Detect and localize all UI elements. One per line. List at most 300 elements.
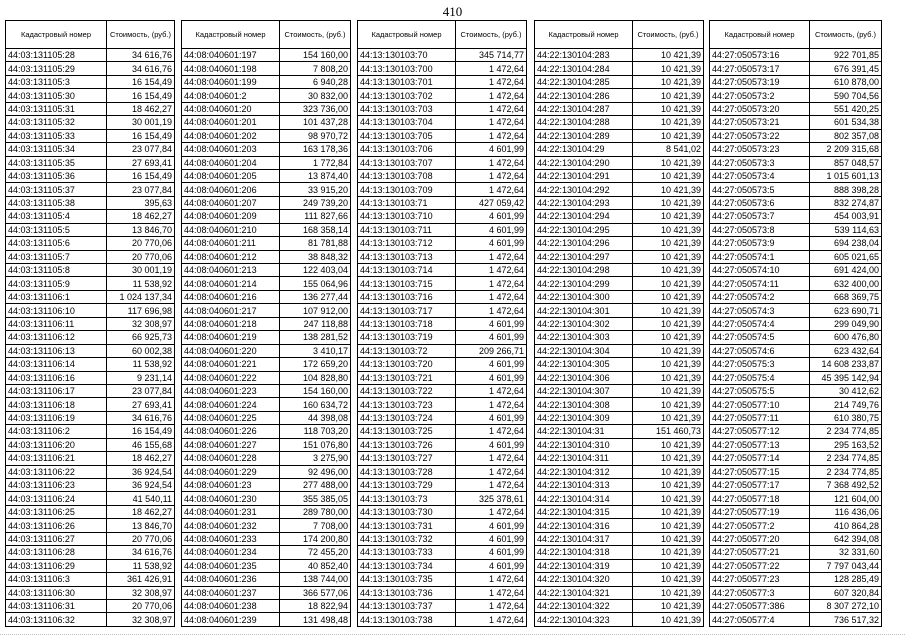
table-row [358, 398, 527, 411]
table-row [535, 277, 704, 290]
table-row [358, 613, 527, 626]
table-row [182, 599, 351, 612]
cadastral-number-cell: 44:03:131105:3 [6, 75, 107, 88]
table-row [6, 169, 175, 182]
cadastral-number-cell: 44:22:130104:297 [535, 250, 633, 263]
table-row [535, 89, 704, 102]
cadastral-number-cell: 44:08:040601:201 [182, 116, 280, 129]
cost-cell: 10 421,39 [633, 183, 704, 196]
cost-cell: 607 320,84 [810, 586, 882, 599]
cadastral-number-cell: 44:08:040601:230 [182, 492, 280, 505]
table-row [6, 371, 175, 384]
cost-cell: 10 421,39 [633, 277, 704, 290]
cost-cell: 539 114,63 [810, 223, 882, 236]
cost-cell: 4 601,99 [456, 317, 527, 330]
cadastral-number-cell: 44:22:130104:294 [535, 210, 633, 223]
cost-cell: 30 832,00 [280, 89, 351, 102]
cadastral-number-cell: 44:03:131106:1 [6, 290, 107, 303]
table-row [710, 586, 882, 599]
cost-cell: 1 472,64 [456, 62, 527, 75]
cadastral-number-cell: 44:08:040601:223 [182, 384, 280, 397]
cadastral-number-cell: 44:27:050577:22 [710, 559, 810, 572]
cadastral-number-cell: 44:08:040601:20 [182, 102, 280, 115]
cost-cell: 18 462,27 [107, 505, 175, 518]
table-row [535, 143, 704, 156]
register-table-3 [357, 20, 527, 627]
cost-cell: 7 808,20 [280, 62, 351, 75]
cost-cell: 857 048,57 [810, 156, 882, 169]
cost-cell: 72 455,20 [280, 546, 351, 559]
cost-cell: 121 604,00 [810, 492, 882, 505]
cost-cell: 1 024 137,34 [107, 290, 175, 303]
cost-cell: 10 421,39 [633, 505, 704, 518]
cost-cell: 4 601,99 [456, 143, 527, 156]
cadastral-number-cell: 44:22:130104:284 [535, 62, 633, 75]
table-row [182, 573, 351, 586]
cost-cell: 8 307 272,10 [810, 599, 882, 612]
cost-cell: 1 015 601,13 [810, 169, 882, 182]
cost-cell: 33 915,20 [280, 183, 351, 196]
cadastral-number-cell: 44:08:040601:211 [182, 237, 280, 250]
table-row [6, 331, 175, 344]
table-row [6, 290, 175, 303]
cost-cell: 18 462,27 [107, 452, 175, 465]
table-row [6, 317, 175, 330]
cadastral-number-cell: 44:13:130103:727 [358, 452, 456, 465]
cost-cell: 10 421,39 [633, 250, 704, 263]
table-row [6, 129, 175, 142]
cost-cell: 13 846,70 [107, 223, 175, 236]
table-row [710, 398, 882, 411]
table-row [358, 438, 527, 451]
cadastral-number-cell: 44:08:040601:216 [182, 290, 280, 303]
table-row [182, 129, 351, 142]
table-row [182, 317, 351, 330]
table-row [6, 196, 175, 209]
cost-cell: 40 852,40 [280, 559, 351, 572]
cadastral-number-cell: 44:08:040601:220 [182, 344, 280, 357]
cadastral-number-cell: 44:27:050573:20 [710, 102, 810, 115]
cadastral-number-header: Кадастровый номер [358, 21, 456, 49]
cost-cell: 277 488,00 [280, 479, 351, 492]
table-row [535, 371, 704, 384]
cost-cell: 4 601,99 [456, 546, 527, 559]
cadastral-number-header: Кадастровый номер [182, 21, 280, 49]
table-row [710, 304, 882, 317]
cadastral-number-cell: 44:13:130103:719 [358, 331, 456, 344]
table-row [6, 183, 175, 196]
table-row [6, 75, 175, 88]
cost-cell: 10 421,39 [633, 102, 704, 115]
cadastral-number-cell: 44:08:040601:23 [182, 479, 280, 492]
cost-cell: 101 437,28 [280, 116, 351, 129]
table-row [182, 250, 351, 263]
cadastral-number-cell: 44:22:130104:295 [535, 223, 633, 236]
table-row [535, 331, 704, 344]
table-row [710, 62, 882, 75]
cadastral-number-cell: 44:13:130103:709 [358, 183, 456, 196]
cost-cell: 136 277,44 [280, 290, 351, 303]
cost-cell: 7 708,00 [280, 519, 351, 532]
table-row [710, 519, 882, 532]
cost-cell: 410 864,28 [810, 519, 882, 532]
table-row [358, 49, 527, 62]
table-row [182, 452, 351, 465]
table-row [710, 143, 882, 156]
cadastral-number-cell: 44:22:130104:306 [535, 371, 633, 384]
cadastral-number-cell: 44:27:050577:15 [710, 465, 810, 478]
table-row [6, 505, 175, 518]
table-row [710, 358, 882, 371]
table-row [182, 183, 351, 196]
cadastral-number-cell: 44:27:050573:21 [710, 116, 810, 129]
cost-cell: 10 421,39 [633, 75, 704, 88]
table-row [6, 143, 175, 156]
cadastral-number-cell: 44:13:130103:707 [358, 156, 456, 169]
cadastral-number-cell: 44:22:130104:308 [535, 398, 633, 411]
cost-cell: 2 234 774,85 [810, 465, 882, 478]
cadastral-number-cell: 44:27:050574:6 [710, 344, 810, 357]
table-row [6, 304, 175, 317]
cadastral-number-cell: 44:27:050577:12 [710, 425, 810, 438]
cadastral-number-cell: 44:03:131106:25 [6, 505, 107, 518]
cost-cell: 107 912,00 [280, 304, 351, 317]
cost-cell: 610 878,00 [810, 75, 882, 88]
table-row [710, 331, 882, 344]
cost-cell: 10 421,39 [633, 49, 704, 62]
table-row [358, 532, 527, 545]
cadastral-number-cell: 44:13:130103:708 [358, 169, 456, 182]
cost-cell: 1 472,64 [456, 290, 527, 303]
cadastral-number-cell: 44:08:040601:205 [182, 169, 280, 182]
cost-cell: 694 238,04 [810, 237, 882, 250]
cost-cell: 1 472,64 [456, 264, 527, 277]
table-row [6, 237, 175, 250]
cadastral-number-cell: 44:08:040601:217 [182, 304, 280, 317]
cadastral-number-cell: 44:03:131106:23 [6, 479, 107, 492]
cadastral-number-cell: 44:03:131105:4 [6, 210, 107, 223]
table-row [535, 532, 704, 545]
cost-cell: 1 472,64 [456, 425, 527, 438]
cost-cell: 10 421,39 [633, 371, 704, 384]
table-row [6, 586, 175, 599]
cost-cell: 10 421,39 [633, 62, 704, 75]
table-row [710, 210, 882, 223]
cadastral-number-cell: 44:22:130104:293 [535, 196, 633, 209]
cost-cell: 160 634,72 [280, 398, 351, 411]
cost-cell: 32 308,97 [107, 317, 175, 330]
cost-cell: 10 421,39 [633, 559, 704, 572]
table-row [6, 210, 175, 223]
table-row [182, 532, 351, 545]
cost-cell: 4 601,99 [456, 559, 527, 572]
register-table-5 [709, 20, 882, 627]
cost-cell: 8 541,02 [633, 143, 704, 156]
cost-cell: 10 421,39 [633, 358, 704, 371]
table-row [535, 384, 704, 397]
cost-cell: 20 770,06 [107, 532, 175, 545]
table-row [6, 438, 175, 451]
cadastral-number-cell: 44:13:130103:712 [358, 237, 456, 250]
cadastral-number-cell: 44:03:131106:29 [6, 559, 107, 572]
cost-cell: 1 772,84 [280, 156, 351, 169]
table-row [182, 116, 351, 129]
cost-cell: 10 421,39 [633, 237, 704, 250]
cadastral-number-cell: 44:13:130103:722 [358, 384, 456, 397]
table-row [358, 89, 527, 102]
cadastral-number-cell: 44:13:130103:729 [358, 479, 456, 492]
cost-cell: 10 421,39 [633, 411, 704, 424]
cost-cell: 16 154,49 [107, 129, 175, 142]
cadastral-number-cell: 44:22:130104:314 [535, 492, 633, 505]
cadastral-number-cell: 44:27:050573:7 [710, 210, 810, 223]
cost-cell: 11 538,92 [107, 559, 175, 572]
cost-cell: 23 077,84 [107, 143, 175, 156]
cadastral-number-cell: 44:08:040601:206 [182, 183, 280, 196]
cost-cell: 92 496,00 [280, 465, 351, 478]
cadastral-number-cell: 44:27:050573:23 [710, 143, 810, 156]
table-row [535, 237, 704, 250]
cadastral-number-cell: 44:22:130104:290 [535, 156, 633, 169]
cadastral-number-cell: 44:13:130103:71 [358, 196, 456, 209]
cost-cell: 11 538,92 [107, 277, 175, 290]
cost-cell: 1 472,64 [456, 505, 527, 518]
table-row [6, 465, 175, 478]
cadastral-number-cell: 44:27:050574:10 [710, 264, 810, 277]
register-table-2 [181, 20, 351, 627]
cost-cell: 736 517,32 [810, 613, 882, 626]
cadastral-number-cell: 44:13:130103:734 [358, 559, 456, 572]
cadastral-number-cell: 44:13:130103:717 [358, 304, 456, 317]
cost-cell: 30 412,62 [810, 384, 882, 397]
table-row [182, 331, 351, 344]
header-row [358, 21, 527, 49]
table-row [358, 344, 527, 357]
cadastral-number-cell: 44:27:050575:3 [710, 358, 810, 371]
cost-cell: 98 970,72 [280, 129, 351, 142]
cadastral-number-cell: 44:08:040601:210 [182, 223, 280, 236]
table-row [358, 452, 527, 465]
table-row [6, 573, 175, 586]
cost-cell: 1 472,64 [456, 452, 527, 465]
cost-header: Стоимость, (руб.) [456, 21, 527, 49]
cadastral-number-cell: 44:08:040601:229 [182, 465, 280, 478]
cost-cell: 20 770,06 [107, 599, 175, 612]
table-row [535, 304, 704, 317]
table-row [182, 505, 351, 518]
cost-cell: 174 200,80 [280, 532, 351, 545]
cost-cell: 36 924,54 [107, 479, 175, 492]
cadastral-number-cell: 44:22:130104:289 [535, 129, 633, 142]
cadastral-number-header: Кадастровый номер [710, 21, 810, 49]
cadastral-number-cell: 44:22:130104:296 [535, 237, 633, 250]
cost-cell: 4 601,99 [456, 358, 527, 371]
table-row [6, 62, 175, 75]
cost-cell: 922 701,85 [810, 49, 882, 62]
table-row [6, 599, 175, 612]
cost-cell: 111 827,66 [280, 210, 351, 223]
cost-cell: 23 077,84 [107, 384, 175, 397]
cost-cell: 10 421,39 [633, 344, 704, 357]
cost-cell: 2 234 774,85 [810, 425, 882, 438]
cadastral-number-cell: 44:03:131106:3 [6, 573, 107, 586]
table-row [535, 169, 704, 182]
cost-cell: 151 076,80 [280, 438, 351, 451]
table-row [535, 102, 704, 115]
cost-cell: 30 001,19 [107, 264, 175, 277]
table-row [710, 384, 882, 397]
cadastral-number-cell: 44:13:130103:738 [358, 613, 456, 626]
table-row [535, 546, 704, 559]
table-row [6, 492, 175, 505]
cost-cell: 41 540,11 [107, 492, 175, 505]
cost-cell: 10 421,39 [633, 290, 704, 303]
cost-cell: 27 693,41 [107, 398, 175, 411]
table-row [182, 290, 351, 303]
cadastral-number-cell: 44:03:131105:30 [6, 89, 107, 102]
table-row [710, 183, 882, 196]
cadastral-number-cell: 44:03:131106:2 [6, 425, 107, 438]
cost-cell: 632 400,00 [810, 277, 882, 290]
cadastral-number-cell: 44:03:131106:17 [6, 384, 107, 397]
table-row [535, 452, 704, 465]
cadastral-number-cell: 44:22:130104:303 [535, 331, 633, 344]
cost-cell: 13 874,40 [280, 169, 351, 182]
table-row [182, 559, 351, 572]
cadastral-number-cell: 44:22:130104:288 [535, 116, 633, 129]
cadastral-number-cell: 44:27:050574:5 [710, 331, 810, 344]
table-row [182, 344, 351, 357]
table-row [358, 358, 527, 371]
cost-cell: 1 472,64 [456, 102, 527, 115]
cadastral-number-cell: 44:27:050577:17 [710, 479, 810, 492]
cadastral-number-cell: 44:08:040601:236 [182, 573, 280, 586]
cost-cell: 138 744,00 [280, 573, 351, 586]
table-row [182, 143, 351, 156]
cost-cell: 4 601,99 [456, 223, 527, 236]
cadastral-number-cell: 44:22:130104:310 [535, 438, 633, 451]
table-row [6, 613, 175, 626]
table-row [182, 169, 351, 182]
table-row [6, 277, 175, 290]
cost-cell: 10 421,39 [633, 546, 704, 559]
cost-cell: 1 472,64 [456, 384, 527, 397]
table-row [6, 411, 175, 424]
table-row [710, 599, 882, 612]
table-row [535, 49, 704, 62]
cost-cell: 81 781,88 [280, 237, 351, 250]
table-row [535, 573, 704, 586]
cadastral-number-cell: 44:03:131106:32 [6, 613, 107, 626]
register-table-1 [5, 20, 175, 627]
table-row [182, 304, 351, 317]
cost-cell: 163 178,36 [280, 143, 351, 156]
cadastral-number-cell: 44:27:050577:14 [710, 452, 810, 465]
header-row [182, 21, 351, 49]
table-row [182, 519, 351, 532]
cadastral-number-cell: 44:27:050577:3 [710, 586, 810, 599]
cost-cell: 36 924,54 [107, 465, 175, 478]
cadastral-number-cell: 44:22:130104:316 [535, 519, 633, 532]
cadastral-number-cell: 44:13:130103:700 [358, 62, 456, 75]
cadastral-number-cell: 44:03:131105:33 [6, 129, 107, 142]
table-row [182, 358, 351, 371]
cost-cell: 10 421,39 [633, 438, 704, 451]
table-row [182, 425, 351, 438]
header-row [535, 21, 704, 49]
cadastral-number-cell: 44:03:131105:31 [6, 102, 107, 115]
cost-cell: 4 601,99 [456, 532, 527, 545]
cost-cell: 10 421,39 [633, 210, 704, 223]
cost-cell: 605 021,65 [810, 250, 882, 263]
cost-cell: 1 472,64 [456, 304, 527, 317]
cadastral-number-cell: 44:22:130104:286 [535, 89, 633, 102]
cost-cell: 20 770,06 [107, 250, 175, 263]
cadastral-number-cell: 44:27:050575:4 [710, 371, 810, 384]
cadastral-number-cell: 44:13:130103:716 [358, 290, 456, 303]
cost-cell: 10 421,39 [633, 89, 704, 102]
cost-cell: 623 690,71 [810, 304, 882, 317]
table-row [710, 237, 882, 250]
table-row [358, 223, 527, 236]
table-row [710, 371, 882, 384]
table-row [358, 62, 527, 75]
cadastral-number-cell: 44:08:040601:235 [182, 559, 280, 572]
table-row [182, 411, 351, 424]
table-row [6, 49, 175, 62]
table-row [358, 599, 527, 612]
cost-cell: 155 064,96 [280, 277, 351, 290]
cadastral-number-cell: 44:27:050573:9 [710, 237, 810, 250]
cadastral-number-cell: 44:13:130103:706 [358, 143, 456, 156]
cadastral-number-cell: 44:03:131106:20 [6, 438, 107, 451]
cadastral-number-cell: 44:13:130103:724 [358, 411, 456, 424]
table-row [535, 250, 704, 263]
table-row [358, 143, 527, 156]
table-row [535, 479, 704, 492]
table-row [358, 183, 527, 196]
table-row [535, 411, 704, 424]
table-row [182, 196, 351, 209]
cadastral-number-cell: 44:13:130103:735 [358, 573, 456, 586]
cost-cell: 1 472,64 [456, 586, 527, 599]
cost-cell: 122 403,04 [280, 264, 351, 277]
cost-cell: 10 421,39 [633, 492, 704, 505]
table-row [182, 586, 351, 599]
table-row [535, 613, 704, 626]
cadastral-number-cell: 44:03:131106:28 [6, 546, 107, 559]
cost-cell: 1 472,64 [456, 183, 527, 196]
cadastral-number-cell: 44:22:130104:312 [535, 465, 633, 478]
table-row [6, 452, 175, 465]
cost-cell: 802 357,08 [810, 129, 882, 142]
table-row [535, 438, 704, 451]
cost-cell: 3 410,17 [280, 344, 351, 357]
cadastral-number-cell: 44:08:040601:197 [182, 49, 280, 62]
cost-cell: 168 358,14 [280, 223, 351, 236]
cost-cell: 3 275,90 [280, 452, 351, 465]
table-row [535, 183, 704, 196]
cadastral-number-cell: 44:13:130103:728 [358, 465, 456, 478]
table-row [6, 116, 175, 129]
cadastral-number-cell: 44:22:130104:283 [535, 49, 633, 62]
cadastral-number-cell: 44:03:131106:30 [6, 586, 107, 599]
cadastral-number-cell: 44:03:131106:10 [6, 304, 107, 317]
cadastral-number-cell: 44:27:050574:2 [710, 290, 810, 303]
table-row [182, 156, 351, 169]
cost-cell: 10 421,39 [633, 519, 704, 532]
table-row [710, 129, 882, 142]
